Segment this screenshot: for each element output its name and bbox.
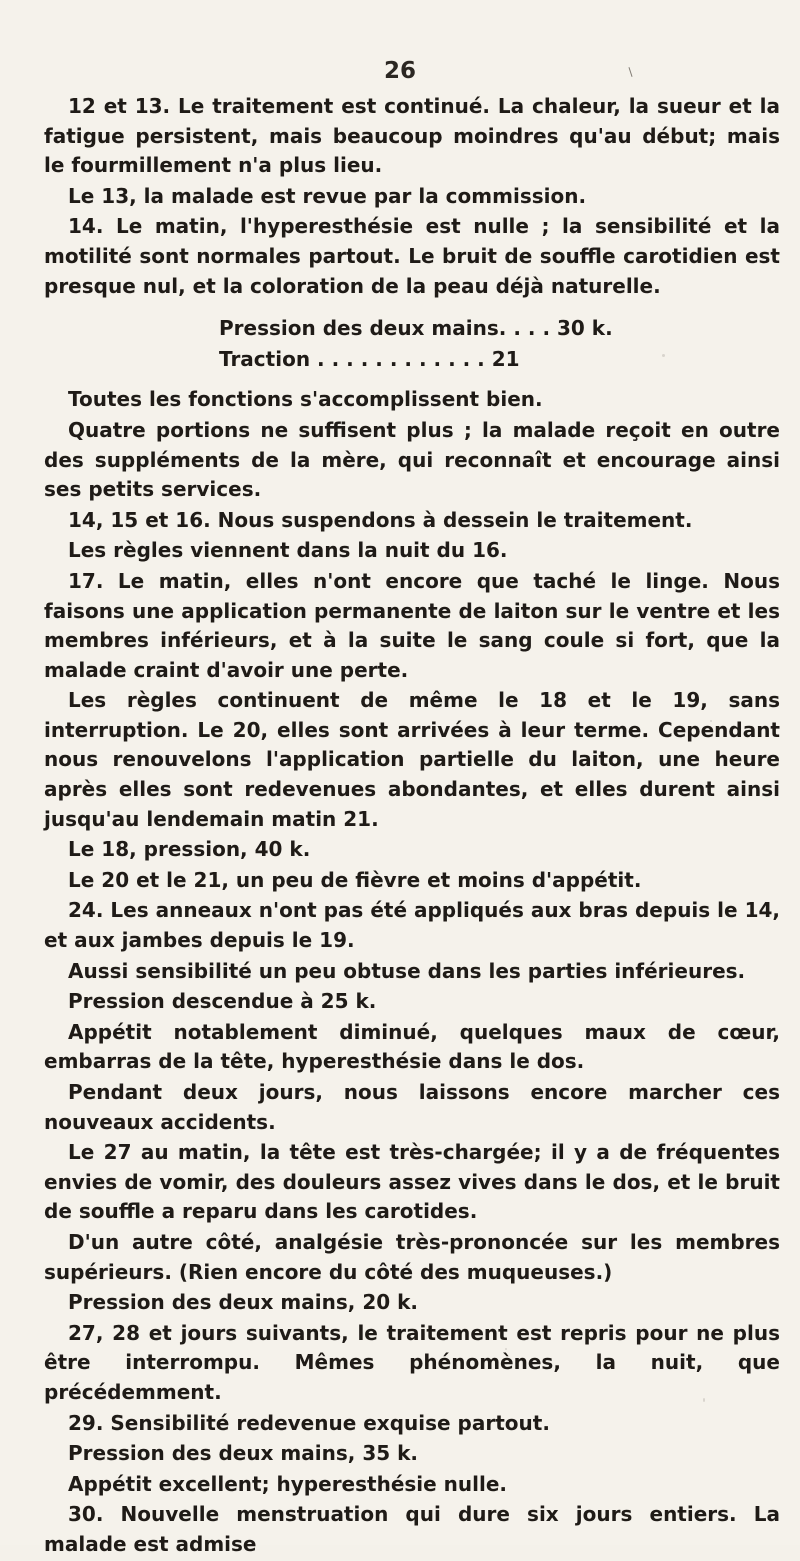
paragraph: Les règles viennent dans la nuit du 16. bbox=[68, 538, 508, 563]
page-text bbox=[44, 92, 780, 1561]
paragraph: Les règles continuent de même le 18 et le 19, sans interruption. Le 20, elles sont arrivées à leur terme. Cependant nous renouvelons l'application partielle du laiton, une heure après elles sont redevenues abondantes, et elles durent ainsi jusqu'au lendemain matin 21. bbox=[44, 688, 780, 831]
paragraph: Le 18, pression, 40 k. bbox=[68, 837, 311, 862]
paragraph: Le 13, la malade est revue par la commission. bbox=[68, 183, 587, 208]
paragraph: 14. Le matin, l'hyperesthésie est nulle ; la sensibilité et la motilité sont normales partout. Le bruit de souffle carotidien est presque nul, et la coloration de la peau déjà naturelle. bbox=[44, 214, 780, 298]
paper-speck bbox=[505, 1348, 507, 1350]
measurement-line: Pression des deux mains. . . . 30 k. bbox=[219, 316, 613, 341]
paragraph: Pression des deux mains, 35 k. bbox=[68, 1441, 419, 1466]
paragraph: D'un autre côté, analgésie très-prononcée sur les membres supérieurs. (Rien encore du côté des muqueuses.) bbox=[44, 1229, 780, 1284]
page-number: 26 bbox=[383, 58, 416, 84]
paragraph: Le 20 et le 21, un peu de fièvre et moins d'appétit. bbox=[68, 867, 642, 892]
paragraph: Aussi sensibilité un peu obtuse dans les parties inférieures. bbox=[68, 958, 746, 983]
paragraph: Pendant deux jours, nous laissons encore marcher ces nouveaux accidents. bbox=[44, 1080, 780, 1134]
paragraph: Quatre portions ne suffisent plus ; la malade reçoit en outre des suppléments de la mère, qui reconnaît et encourage ainsi ses petits services. bbox=[44, 417, 780, 502]
paragraph: 14, 15 et 16. Nous suspendons à dessein le traitement. bbox=[68, 507, 693, 532]
paper-speck bbox=[703, 1398, 705, 1402]
paragraph: 29. Sensibilité redevenue exquise partout. bbox=[68, 1410, 550, 1435]
paragraph: Toutes les fonctions s'accomplissent bien. bbox=[68, 387, 543, 412]
paper-speck bbox=[710, 720, 712, 722]
paragraph: Le 27 au matin, la tête est très-chargée; il y a de fréquentes envies de vomir, des douleurs assez vives dans le dos, et le bruit de souffle a reparu dans les carotides. bbox=[44, 1140, 780, 1224]
paragraph: 12 et 13. Le traitement est continué. La chaleur, la sueur et la fatigue persistent, mais beaucoup moindres qu'au début; mais le fourmillement n'a plus lieu. bbox=[44, 94, 780, 178]
paragraph: Appétit excellent; hyperesthésie nulle. bbox=[68, 1471, 508, 1496]
paragraph: Pression des deux mains, 20 k. bbox=[68, 1290, 419, 1315]
spacer bbox=[44, 302, 780, 314]
measurement-line: Traction . . . . . . . . . . . . 21 bbox=[219, 346, 520, 371]
paper-speck bbox=[662, 354, 665, 357]
paragraph: 24. Les anneaux n'ont pas été appliqués aux bras depuis le 14, et aux jambes depuis le 19. bbox=[44, 898, 780, 953]
paragraph: Appétit notablement diminué, quelques maux de cœur, embarras de la tête, hyperesthésie dans le dos. bbox=[44, 1019, 780, 1074]
paragraph: 17. Le matin, elles n'ont encore que taché le linge. Nous faisons une application permanente de laiton sur le ventre et les membres inférieurs, et à la suite le sang coule si fort, que la malade craint d'avoir une perte. bbox=[44, 568, 780, 682]
paragraph: 30. Nouvelle menstruation qui dure six jours entiers. La malade est admise bbox=[44, 1502, 780, 1556]
paragraph: Pression descendue à 25 k. bbox=[68, 989, 377, 1014]
paragraph: 27, 28 et jours suivants, le traitement est repris pour ne plus être interrompu. Mêmes phénomènes, la nuit, que précédemment. bbox=[44, 1320, 780, 1404]
spacer bbox=[44, 375, 780, 385]
margin-mark bbox=[628, 67, 632, 77]
